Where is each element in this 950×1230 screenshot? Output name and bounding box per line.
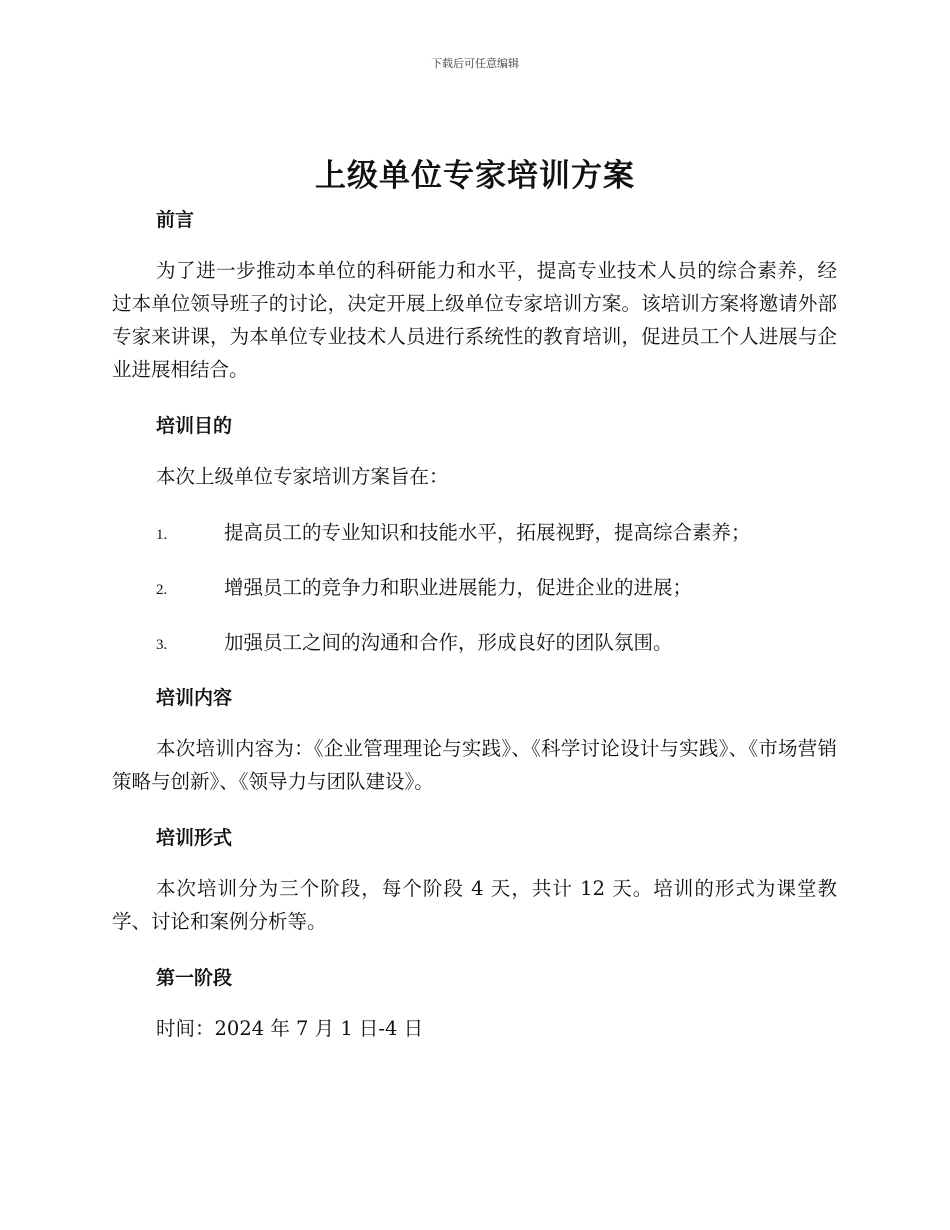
list-text: 增强员工的竞争力和职业进展能力，促进企业的进展； — [224, 576, 693, 599]
list-item — [156, 513, 837, 568]
content-paragraph: 本次培训内容为：《企业管理理论与实践》、《科学讨论设计与实践》、《市场营销策略与创新》、《领导力与团队建设》。 — [112, 737, 837, 793]
section-heading-goals: 培训目的 — [156, 415, 233, 437]
list-number: 1. — [156, 527, 168, 543]
list-item — [156, 623, 837, 678]
header-watermark: 下载后可任意编辑 — [431, 57, 519, 70]
format-paragraph: 本次培训分为三个阶段，每个阶段 4 天，共计 12 天。培训的形式为课堂教学、讨论和案例分析等。 — [112, 877, 837, 933]
section-heading-content: 培训内容 — [156, 687, 233, 709]
phase1-time: 时间：2024 年 7 月 1 日-4 日 — [156, 1017, 424, 1040]
section-heading-preface: 前言 — [156, 209, 195, 231]
preface-paragraph: 为了进一步推动本单位的科研能力和水平，提高专业技术人员的综合素养，经过本单位领导班子的讨论，决定开展上级单位专家培训方案。该培训方案将邀请外部专家来讲课，为本单位专业技术人员进行系统性的教育培训，促进员工个人进展与企业进展相结合。 — [112, 259, 837, 381]
list-item — [156, 568, 837, 623]
section-heading-format: 培训形式 — [156, 827, 233, 849]
list-number: 3. — [156, 637, 168, 653]
document-body — [112, 200, 837, 1045]
goals-intro: 本次上级单位专家培训方案旨在： — [156, 465, 449, 488]
list-text: 加强员工之间的沟通和合作，形成良好的团队氛围。 — [224, 631, 673, 654]
document-title: 上级单位专家培训方案 — [315, 158, 635, 194]
list-number: 2. — [156, 582, 168, 598]
list-text: 提高员工的专业知识和技能水平，拓展视野，提高综合素养； — [224, 521, 751, 544]
section-heading-phase1: 第一阶段 — [156, 967, 233, 989]
